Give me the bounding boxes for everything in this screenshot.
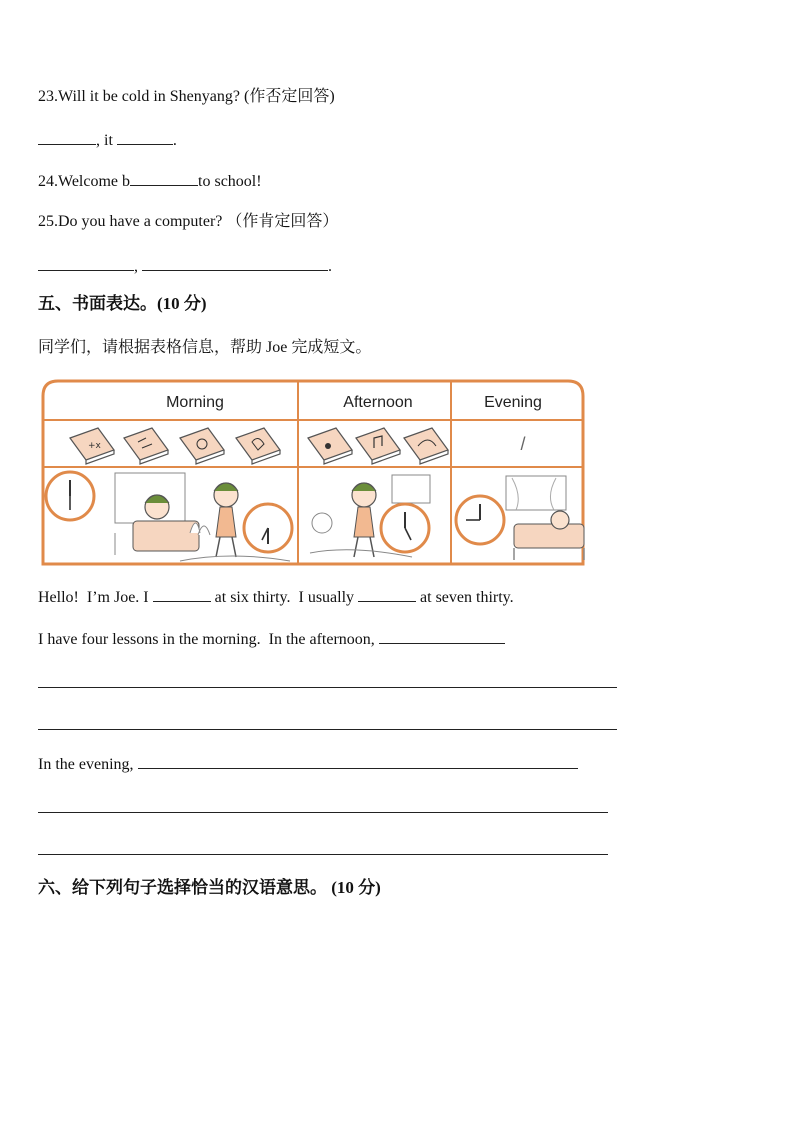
column-header-evening: Evening xyxy=(484,394,542,411)
writing-line[interactable] xyxy=(38,812,608,813)
answer-blank[interactable] xyxy=(358,587,416,602)
schedule-table xyxy=(40,378,586,568)
clock-icon xyxy=(381,504,429,552)
paragraph-line-2 xyxy=(38,629,505,650)
question-25: 25.Do you have a computer? （作肯定回答） xyxy=(38,213,339,230)
clock-icon xyxy=(244,504,292,552)
answer-blank[interactable] xyxy=(38,130,96,145)
clock-icon xyxy=(456,496,504,544)
answer-blank[interactable] xyxy=(153,587,211,602)
section-5-heading: 五、书面表达。(10 分) xyxy=(38,294,207,313)
question-24-prefix: 24.Welcome b xyxy=(38,173,131,190)
question-23: 23.Will it be cold in Shenyang? (作否定回答) xyxy=(38,88,335,105)
question-24-suffix: to school! xyxy=(198,173,262,190)
column-header-morning: Morning xyxy=(166,394,224,411)
paragraph-line-3 xyxy=(38,754,578,775)
clock-icon xyxy=(46,472,94,520)
no-lesson-mark: / xyxy=(520,434,526,454)
answer-blank[interactable] xyxy=(379,629,505,644)
answer-blank[interactable] xyxy=(130,171,198,186)
paragraph-text: In the evening, xyxy=(38,756,134,773)
column-header-afternoon: Afternoon xyxy=(343,394,413,411)
answer-text: , it xyxy=(96,132,113,149)
svg-text:+x: +x xyxy=(88,441,101,451)
writing-line[interactable] xyxy=(38,854,608,855)
question-23-answer: , it . xyxy=(38,130,177,151)
section-6-heading: 六、给下列句子选择恰当的汉语意思。 (10 分) xyxy=(38,878,381,897)
paragraph-line-1 xyxy=(38,587,514,608)
paragraph-text: I have four lessons in the morning. In the afternoon, xyxy=(38,631,375,648)
question-24 xyxy=(38,171,262,192)
question-25-answer: , . xyxy=(38,256,332,277)
answer-blank[interactable] xyxy=(117,130,173,145)
answer-blank[interactable] xyxy=(142,256,328,271)
writing-line[interactable] xyxy=(38,687,617,688)
answer-blank[interactable] xyxy=(138,754,578,769)
writing-line[interactable] xyxy=(38,729,617,730)
answer-blank[interactable] xyxy=(38,256,134,271)
paragraph-text: at seven thirty. xyxy=(420,589,514,606)
paragraph-text: Hello! I’m Joe. I xyxy=(38,589,149,606)
paragraph-text: at six thirty. I usually xyxy=(214,589,355,606)
section-5-instruction: 同学们，请根据表格信息，帮助 Joe 完成短文。 xyxy=(38,339,372,356)
